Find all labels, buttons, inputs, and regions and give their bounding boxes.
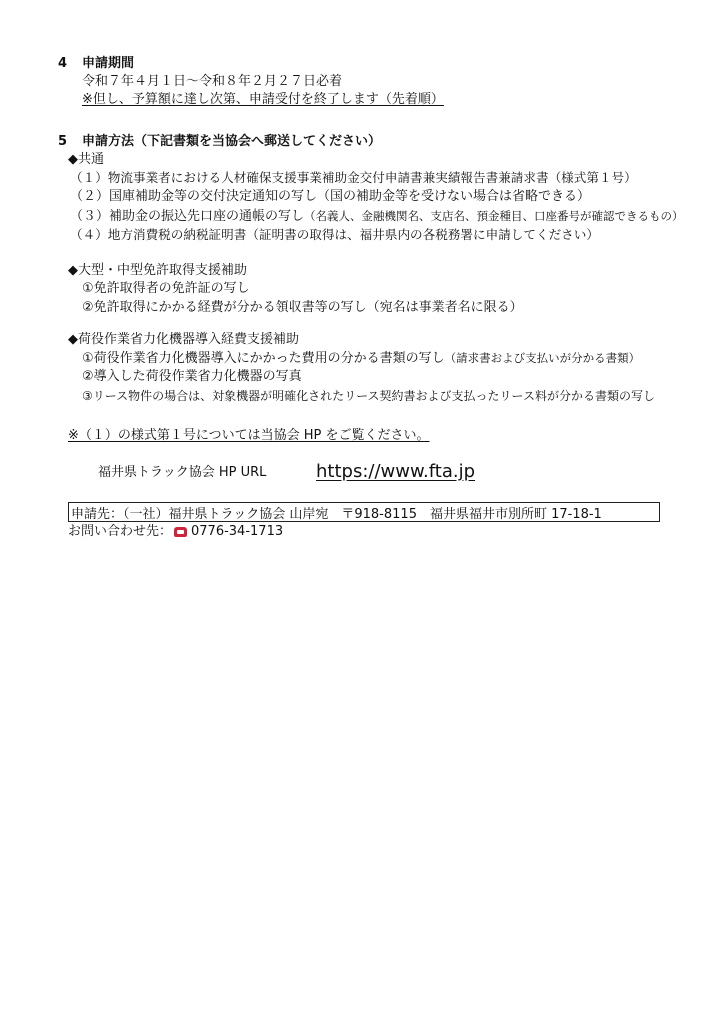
equipment-item-3: ③リース物件の場合は、対象機器が明確化されたリース契約書および支払ったリース料が分かる書類の写し — [82, 389, 655, 403]
section5-number: 5 — [58, 134, 68, 149]
license-item-2: ②免許取得にかかる経費が分かる領収書等の写し（宛名は事業者名に限る） — [82, 300, 523, 315]
section4-number: 4 — [58, 56, 68, 71]
equipment-item-2: ②導入した荷役作業省力化機器の写真 — [82, 369, 302, 384]
common-title: ◆共通 — [68, 152, 104, 167]
common-item-3-note: （名義人、金融機関名、支店名、預金種目、口座番号が確認できるもの） — [304, 209, 684, 223]
license-item-1: ①免許取得者の免許証の写し — [82, 281, 250, 296]
section4-heading: 申請期間 — [82, 56, 135, 71]
inquiry-label: お問い合わせ先： — [68, 524, 173, 539]
equipment-item-1-text: ①荷役作業省力化機器導入にかかった費用の分かる書類の写し — [82, 351, 445, 366]
common-item-4: （４）地方消費税の納税証明書（証明書の取得は、福井県内の各税務署に申請してください） — [70, 227, 599, 242]
section5-heading: 申請方法（下記書類を当協会へ郵送してください） — [82, 134, 382, 149]
license-title: ◆大型・中型免許取得支援補助 — [68, 263, 247, 278]
contact-address: 申請先：（一社）福井県トラック協会 山岸宛 〒918-8115 福井県福井市別所町 17-18-1 — [71, 507, 602, 522]
common-item-3-text: （３）補助金の振込先口座の通帳の写し — [70, 209, 305, 224]
phone-icon — [174, 527, 187, 537]
section4-note: ※但し、予算額に達し次第、申請受付を終了します（先着順） — [82, 92, 444, 107]
equipment-item-1 — [82, 349, 640, 368]
section4-period: 令和７年４月１日～令和８年２月２７日必着 — [82, 74, 343, 89]
contact-address-box — [68, 502, 660, 522]
hp-label: 福井県トラック協会 HP URL — [98, 465, 267, 480]
equipment-title: ◆荷役作業省力化機器導入経費支援補助 — [68, 332, 299, 347]
form-note: ※（１）の様式第１号については当協会 HP をご覧ください。 — [68, 428, 430, 443]
hp-url-link[interactable]: https://www.fta.jp — [316, 461, 476, 482]
equipment-item-1-note: （請求書および支払いが分かる書類） — [444, 351, 641, 365]
inquiry-line — [68, 523, 283, 541]
common-item-1: （１）物流事業者における人材確保支援事業補助金交付申請書兼実績報告書兼請求書（様式第１号） — [70, 170, 637, 185]
common-item-3 — [70, 207, 684, 226]
common-item-2: （２）国庫補助金等の交付決定通知の写し（国の補助金等を受けない場合は省略できる） — [70, 189, 591, 204]
phone-number: 0776-34-1713 — [191, 524, 284, 539]
